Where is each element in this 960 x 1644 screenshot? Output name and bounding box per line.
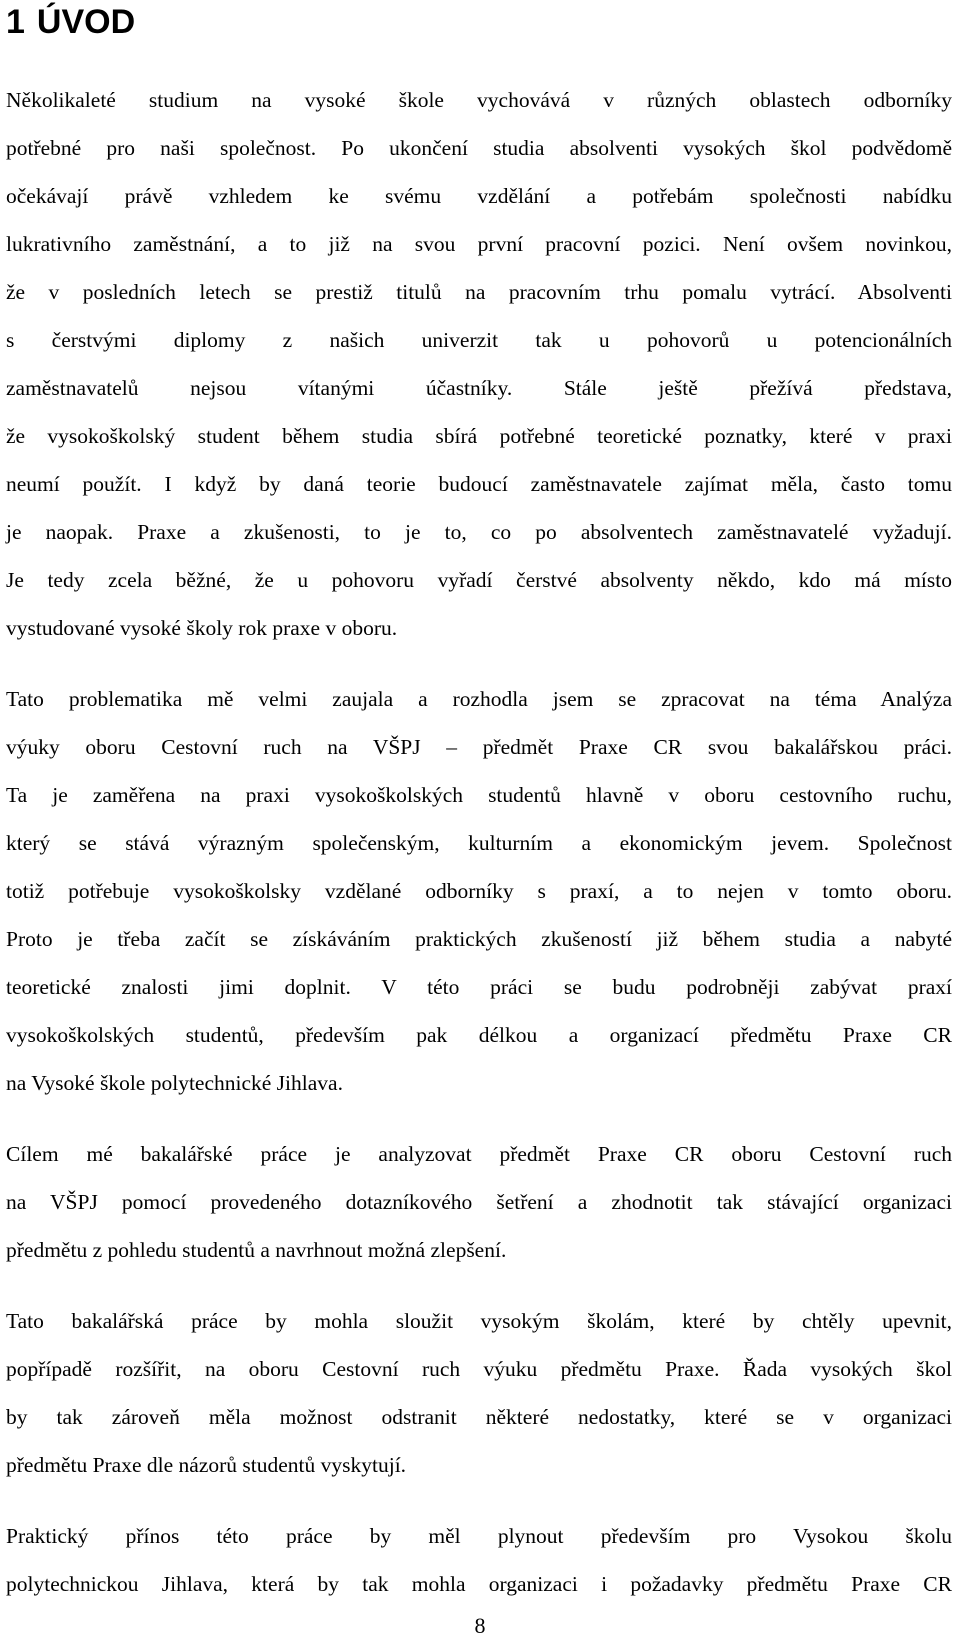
text-line: Několikaleté studium na vysoké škole vychovává v různých oblastech odborníky (6, 88, 952, 112)
text-line: totiž potřebuje vysokoškolsky vzdělané odborníky s praxí, a to nejen v tomto oboru. (6, 879, 952, 903)
paragraph (6, 1297, 952, 1489)
text-line: na Vysoké škole polytechnické Jihlava. (6, 1071, 343, 1095)
text-line: s čerstvými diplomy z našich univerzit tak u pohovorů u potencionálních (6, 328, 952, 352)
text-line: by tak zároveň měla možnost odstranit některé nedostatky, které se v organizaci (6, 1405, 952, 1429)
text-line: Tato bakalářská práce by mohla sloužit vysokým školám, které by chtěly upevnit, (6, 1309, 952, 1333)
text-line: na VŠPJ pomocí provedeného dotazníkového šetření a zhodnotit tak stávající organizaci (6, 1190, 952, 1214)
text-line: neumí použít. I když by daná teorie budoucí zaměstnavatele zajímat měla, často tomu (6, 472, 952, 496)
text-line: Ta je zaměřena na praxi vysokoškolských studentů hlavně v oboru cestovního ruchu, (6, 783, 952, 807)
text-line: Tato problematika mě velmi zaujala a rozhodla jsem se zpracovat na téma Analýza (6, 687, 952, 711)
text-line: je naopak. Praxe a zkušenosti, to je to, co po absolventech zaměstnavatelé vyžadují. (6, 520, 952, 544)
text-line: vystudované vysoké školy rok praxe v oboru. (6, 616, 398, 640)
text-line: popřípadě rozšířit, na oboru Cestovní ruch výuku předmětu Praxe. Řada vysokých škol (6, 1357, 952, 1381)
chapter-title: ÚVOD (36, 3, 136, 41)
text-line: že v posledních letech se prestiž titulů na pracovním trhu pomalu vytrácí. Absolventi (6, 280, 952, 304)
text-line: předmětu z pohledu studentů a navrhnout možná zlepšení. (6, 1238, 507, 1262)
text-line: že vysokoškolský student během studia sbírá potřebné teoretické poznatky, které v praxi (6, 424, 952, 448)
paragraph (6, 1512, 952, 1608)
paragraph (6, 675, 952, 1107)
text-line: vysokoškolských studentů, především pak délkou a organizací předmětu Praxe CR (6, 1023, 952, 1047)
body-text (6, 76, 952, 1631)
text-line: polytechnickou Jihlava, která by tak mohla organizaci i požadavky předmětu Praxe CR (6, 1572, 952, 1596)
text-line: zaměstnavatelů nejsou vítanými účastníky. Stále ještě přežívá představa, (6, 376, 952, 400)
text-line: Proto je třeba začít se získáváním praktických zkušeností již během studia a nabyté (6, 927, 952, 951)
text-line: předmětu Praxe dle názorů studentů vyskytují. (6, 1453, 407, 1477)
text-line: výuky oboru Cestovní ruch na VŠPJ – předmět Praxe CR svou bakalářskou práci. (6, 735, 952, 759)
text-line: který se stává výrazným společenským, kulturním a ekonomickým jevem. Společnost (6, 831, 952, 855)
paragraph (6, 76, 952, 652)
text-line: Praktický přínos této práce by měl plynout především pro Vysokou školu (6, 1524, 952, 1548)
text-line: potřebné pro naši společnost. Po ukončení studia absolventi vysokých škol podvědomě (6, 136, 952, 160)
text-line: očekávají právě vzhledem ke svému vzdělání a potřebám společnosti nabídku (6, 184, 952, 208)
text-line: lukrativního zaměstnání, a to již na svou první pracovní pozici. Není ovšem novinkou, (6, 232, 952, 256)
text-line: Cílem mé bakalářské práce je analyzovat předmět Praxe CR oboru Cestovní ruch (6, 1142, 952, 1166)
page-number: 8 (474, 1613, 486, 1638)
text-line: Je tedy zcela běžné, že u pohovoru vyřadí čerstvé absolventy někdo, kdo má místo (6, 568, 952, 592)
chapter-number: 1 (6, 3, 25, 41)
text-line: teoretické znalosti jimi doplnit. V této práci se budu podrobněji zabývat praxí (6, 975, 952, 999)
chapter-heading (6, 2, 135, 42)
paragraph (6, 1130, 952, 1274)
